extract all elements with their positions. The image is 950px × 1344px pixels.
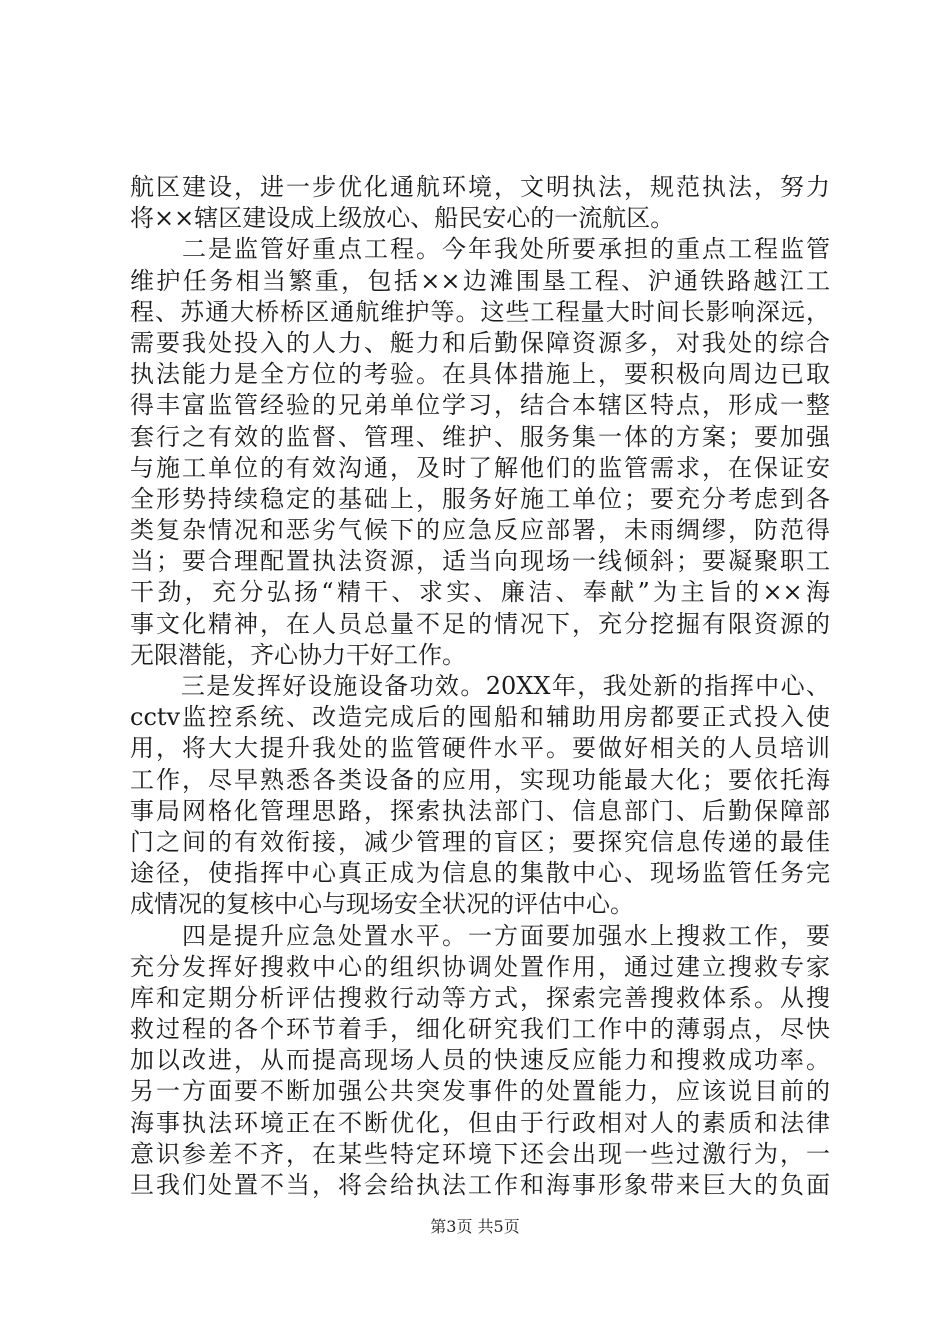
text-line: 事文化精神，在人员总量不足的情况下，充分挖掘有限资源的 bbox=[130, 609, 830, 638]
text-line: 维护任务相当繁重，包括××边滩围垦工程、沪通铁路越江工 bbox=[130, 266, 830, 295]
text-line: 事局网格化管理思路，探索执法部门、信息部门、后勤保障部 bbox=[130, 796, 830, 825]
text-line: 全形势持续稳定的基础上，服务好施工单位；要充分考虑到各 bbox=[130, 484, 830, 513]
text-line: 程、苏通大桥桥区通航维护等。这些工程量大时间长影响深远， bbox=[130, 297, 830, 326]
text-line: 当；要合理配置执法资源，适当向现场一线倾斜；要凝聚职工 bbox=[130, 547, 830, 576]
text-line: 干劲，充分弘扬“精干、求实、廉洁、奉献”为主旨的××海 bbox=[130, 578, 830, 607]
text-line: 套行之有效的监督、管理、维护、服务集一体的方案；要加强 bbox=[130, 422, 830, 451]
text-line: 类复杂情况和恶劣气候下的应急反应部署，未雨绸缪，防范得 bbox=[130, 516, 830, 545]
page-number-footer: 第3页 共5页 bbox=[430, 1217, 520, 1236]
text-line: 航区建设，进一步优化通航环境，文明执法，规范执法，努力 bbox=[130, 173, 830, 201]
document-body bbox=[130, 172, 830, 1201]
text-line: 门之间的有效衔接，减少管理的盲区；要探究信息传递的最佳 bbox=[130, 827, 830, 856]
text-line: 成情况的复核中心与现场安全状况的评估中心。 bbox=[130, 890, 634, 919]
text-line: 另一方面要不断加强公共突发事件的处置能力，应该说目前的 bbox=[130, 1077, 830, 1106]
text-line: 无限潜能，齐心协力干好工作。 bbox=[130, 640, 466, 669]
text-line: 旦我们处置不当，将会给执法工作和海事形象带来巨大的负面 bbox=[130, 1171, 830, 1199]
text-line: 库和定期分析评估搜救行动等方式，探索完善搜救体系。从搜 bbox=[130, 983, 830, 1012]
text-line: 海事执法环境正在不断优化，但由于行政相对人的素质和法律 bbox=[130, 1108, 830, 1137]
text-line: 充分发挥好搜救中心的组织协调处置作用，通过建立搜救专家 bbox=[130, 952, 830, 981]
text-line: cctv监控系统、改造完成后的囤船和辅助用房都要正式投入使 bbox=[130, 703, 830, 732]
text-line: 执法能力是全方位的考验。在具体措施上，要积极向周边已取 bbox=[130, 360, 830, 389]
text-line: 四是提升应急处置水平。一方面要加强水上搜救工作，要 bbox=[130, 921, 830, 950]
text-line: 三是发挥好设施设备功效。20XX年，我处新的指挥中心、 bbox=[130, 672, 830, 700]
text-line: 用，将大大提升我处的监管硬件水平。要做好相关的人员培训 bbox=[130, 734, 830, 763]
text-line: 意识参差不齐，在某些特定环境下还会出现一些过激行为，一 bbox=[130, 1139, 830, 1168]
text-line: 得丰富监管经验的兄弟单位学习，结合本辖区特点，形成一整 bbox=[130, 391, 830, 420]
text-line: 二是监管好重点工程。今年我处所要承担的重点工程监管 bbox=[130, 235, 830, 264]
text-line: 需要我处投入的人力、艇力和后勤保障资源多，对我处的综合 bbox=[130, 328, 830, 357]
text-line: 加以改进，从而提高现场人员的快速反应能力和搜救成功率。 bbox=[130, 1046, 830, 1075]
text-line: 将××辖区建设成上级放心、船民安心的一流航区。 bbox=[130, 204, 675, 233]
text-line: 救过程的各个环节着手，细化研究我们工作中的薄弱点，尽快 bbox=[130, 1015, 830, 1044]
text-line: 与施工单位的有效沟通，及时了解他们的监管需求，在保证安 bbox=[130, 453, 830, 482]
text-line: 工作，尽早熟悉各类设备的应用，实现功能最大化；要依托海 bbox=[130, 765, 830, 794]
text-line: 途径，使指挥中心真正成为信息的集散中心、现场监管任务完 bbox=[130, 859, 830, 888]
